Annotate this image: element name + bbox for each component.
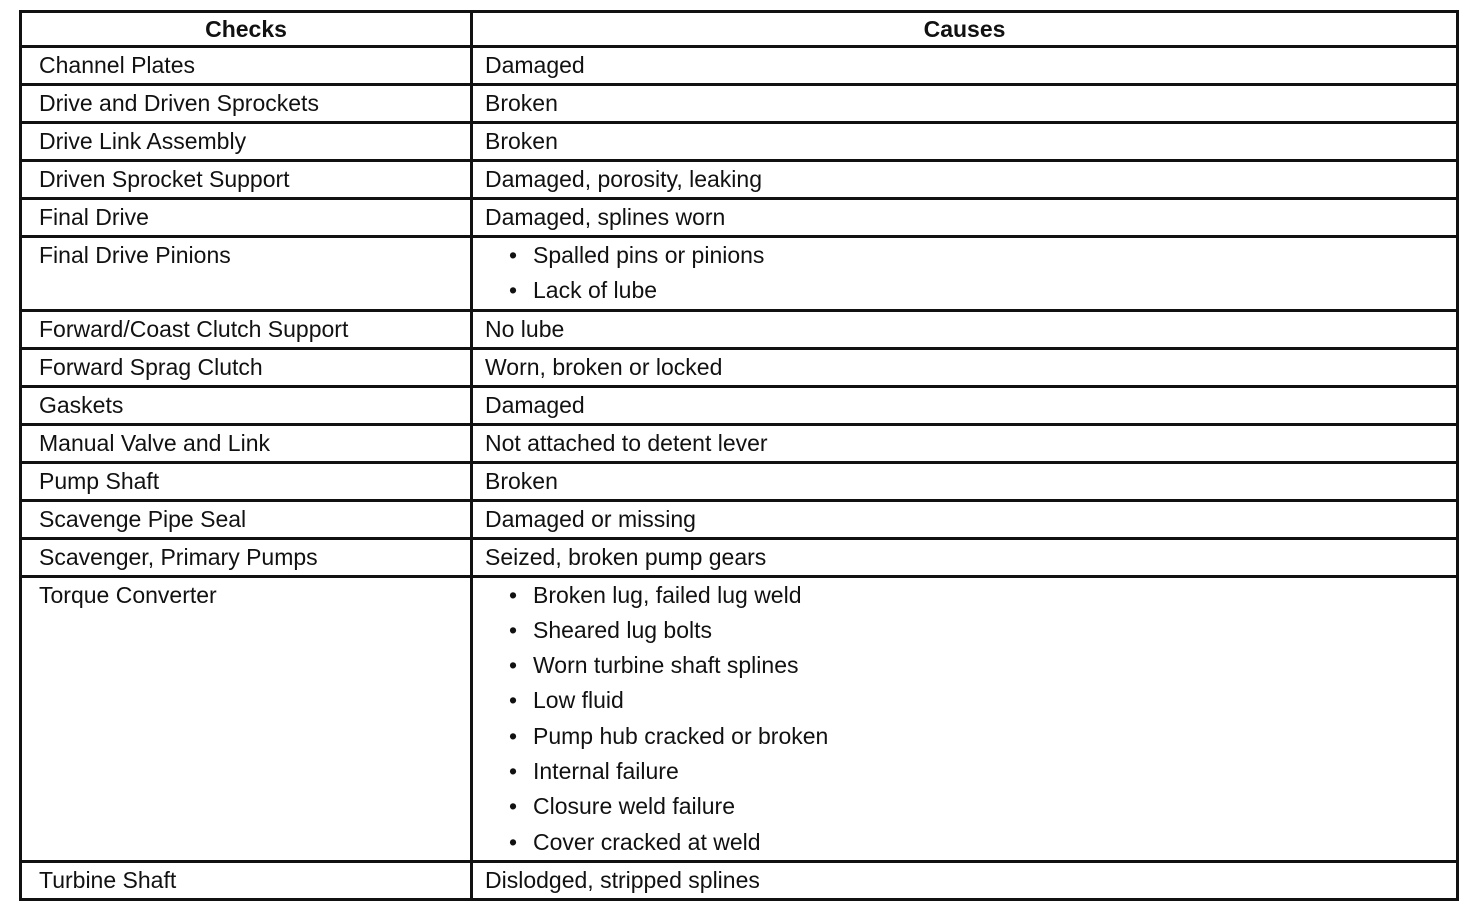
cause-cell: Seized, broken pump gears <box>472 538 1458 576</box>
cause-bullet-item: • Cover cracked at weld <box>485 825 1456 860</box>
cause-cell: Broken <box>472 85 1458 123</box>
table-row <box>21 462 1458 500</box>
table-row <box>21 424 1458 462</box>
cause-cell: Dislodged, stripped splines <box>472 861 1458 899</box>
cause-bullet-item: • Sheared lug bolts <box>485 613 1456 648</box>
cause-bullet-item: • Lack of lube <box>485 273 1456 308</box>
header-row <box>21 12 1458 47</box>
table-row <box>21 199 1458 237</box>
checks-causes-table-container <box>19 10 1456 901</box>
check-cell: Final Drive <box>21 199 472 237</box>
check-cell: Scavenge Pipe Seal <box>21 500 472 538</box>
cause-cell <box>472 237 1458 311</box>
check-cell: Channel Plates <box>21 47 472 85</box>
table-row <box>21 310 1458 348</box>
table-body <box>21 47 1458 900</box>
check-cell: Forward Sprag Clutch <box>21 348 472 386</box>
check-cell: Scavenger, Primary Pumps <box>21 538 472 576</box>
table-row <box>21 576 1458 861</box>
check-cell: Turbine Shaft <box>21 861 472 899</box>
cause-bullet-list <box>485 238 1456 309</box>
cause-bullet-list <box>485 578 1456 860</box>
table-row <box>21 85 1458 123</box>
check-cell: Forward/Coast Clutch Support <box>21 310 472 348</box>
table-row <box>21 237 1458 311</box>
cause-cell: Damaged <box>472 47 1458 85</box>
table-row <box>21 861 1458 899</box>
table-row <box>21 47 1458 85</box>
cause-cell: Damaged <box>472 386 1458 424</box>
check-cell: Pump Shaft <box>21 462 472 500</box>
check-cell: Drive and Driven Sprockets <box>21 85 472 123</box>
cause-cell: Broken <box>472 462 1458 500</box>
table-row <box>21 123 1458 161</box>
table-row <box>21 500 1458 538</box>
table-row <box>21 386 1458 424</box>
cause-cell: No lube <box>472 310 1458 348</box>
table-row <box>21 348 1458 386</box>
cause-cell: Damaged, porosity, leaking <box>472 161 1458 199</box>
cause-bullet-item: • Internal failure <box>485 754 1456 789</box>
cause-cell: Broken <box>472 123 1458 161</box>
cause-bullet-item: • Broken lug, failed lug weld <box>485 578 1456 613</box>
check-cell: Manual Valve and Link <box>21 424 472 462</box>
cause-bullet-item: • Low fluid <box>485 683 1456 718</box>
table-row <box>21 538 1458 576</box>
check-cell: Torque Converter <box>21 576 472 861</box>
cause-cell: Damaged or missing <box>472 500 1458 538</box>
cause-bullet-item: • Closure weld failure <box>485 789 1456 824</box>
check-cell: Final Drive Pinions <box>21 237 472 311</box>
cause-cell <box>472 576 1458 861</box>
check-cell: Drive Link Assembly <box>21 123 472 161</box>
cause-cell: Worn, broken or locked <box>472 348 1458 386</box>
cause-cell: Damaged, splines worn <box>472 199 1458 237</box>
check-cell: Driven Sprocket Support <box>21 161 472 199</box>
checks-causes-table <box>19 10 1459 901</box>
cause-cell: Not attached to detent lever <box>472 424 1458 462</box>
cause-bullet-item: • Worn turbine shaft splines <box>485 648 1456 683</box>
header-causes: Causes <box>472 12 1458 47</box>
cause-bullet-item: • Spalled pins or pinions <box>485 238 1456 273</box>
header-checks: Checks <box>21 12 472 47</box>
cause-bullet-item: • Pump hub cracked or broken <box>485 719 1456 754</box>
table-row <box>21 161 1458 199</box>
check-cell: Gaskets <box>21 386 472 424</box>
